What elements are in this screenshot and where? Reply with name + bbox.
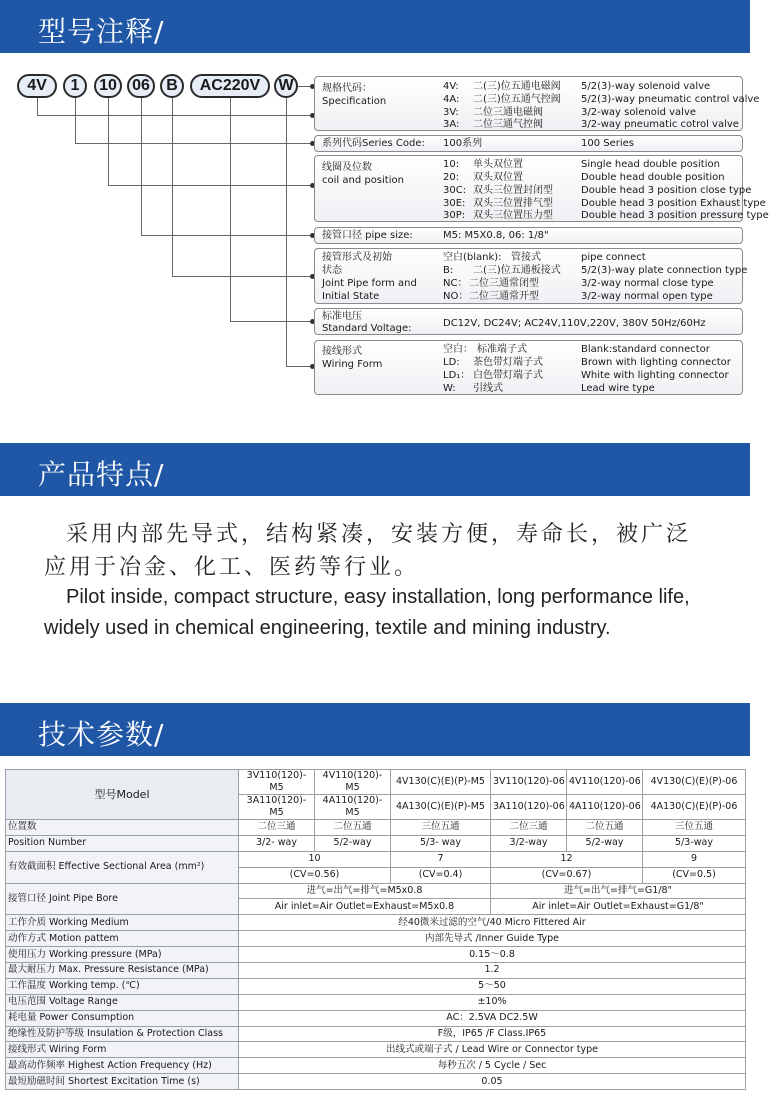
coil-cn: 单头双位置: [473, 159, 523, 170]
connector-line: [75, 98, 76, 143]
spec-en: 3/2-way pneumatic cotrol valve: [581, 119, 739, 130]
spec-en: 3/2-way solenoid valve: [581, 107, 697, 118]
connector-line: [108, 98, 109, 185]
bore-cell: Air inlet=Air Outlet=Exhaust=M5x0.8: [239, 899, 491, 915]
series-code-box: [314, 135, 743, 152]
code-part-joint: B: [160, 74, 184, 98]
connector-line: [172, 98, 173, 276]
row-label: 动作方式 Motion pattem: [6, 931, 239, 947]
joint-code: NC：: [443, 278, 468, 289]
position-cell: 二位三通: [239, 820, 315, 836]
row-label: 最高动作频率 Highest Action Frequency (Hz): [6, 1058, 239, 1074]
connector-line: [230, 98, 231, 321]
joint-label: 接管形式及初始: [322, 252, 392, 263]
code-part-pipe: 06: [127, 74, 155, 98]
joint-cn: 二位三通常闭型: [469, 278, 539, 289]
area-cell: (CV=0.5): [643, 867, 746, 883]
wiring-en: Blank:standard connector: [581, 344, 710, 355]
spec-en: 5/2(3)-way pneumatic control valve: [581, 94, 760, 105]
row-value: AC：2.5VA DC2.5W: [239, 1010, 746, 1026]
area-cell: (CV=0.4): [391, 867, 491, 883]
voltage-label-cn: 标准电压: [322, 311, 362, 322]
section-banner-model: [0, 0, 750, 53]
wiring-form-box: [314, 340, 743, 395]
position-cell: 二位五通: [315, 820, 391, 836]
table-row: [6, 931, 746, 947]
features-text-en: Pilot inside, compact structure, easy installation, long performance life, widely used in chemical engineering, textile and mining industry.: [44, 586, 690, 639]
joint-en: pipe connect: [581, 252, 646, 263]
row-value: 1.2: [239, 963, 746, 979]
joint-cn: 管接式: [511, 252, 541, 263]
code-part-coil: 10: [94, 74, 122, 98]
joint-en: 3/2-way normal close type: [581, 278, 714, 289]
position-cell: 5/3- way: [391, 835, 491, 851]
table-row: [6, 835, 746, 851]
coil-en: Double head 3 position pressure type: [581, 210, 769, 221]
table-row: [6, 915, 746, 931]
pipe-label: 接管口径 pipe size:: [322, 230, 413, 241]
row-label: 绝缘性及防护等级 Insulation & Protection Class: [6, 1026, 239, 1042]
row-value: F级，IP65 /F Class.IP65: [239, 1026, 746, 1042]
section-title: 产品特点/: [38, 458, 165, 491]
position-cell: 5/2-way: [567, 835, 643, 851]
row-label: 位置数: [6, 820, 239, 836]
area-cell: 10: [239, 851, 391, 867]
wiring-code: LD:: [443, 357, 460, 368]
joint-cn: 二位三通常开型: [469, 291, 539, 302]
connector-line: [141, 98, 142, 235]
row-value: ±10%: [239, 994, 746, 1010]
position-cell: 3/2-way: [491, 835, 567, 851]
wiring-label-en: Wiring Form: [322, 359, 383, 370]
table-row: [6, 963, 746, 979]
pipe-size-box: [314, 227, 743, 244]
section-banner-specs: [0, 703, 750, 756]
coil-en: Double head 3 position close type: [581, 185, 752, 196]
coil-cn: 双头双位置: [473, 172, 523, 183]
features-text-cn: 采用内部先导式，结构紧凑，安装方便，寿命长，被广泛应用于冶金、化工、医药等行业。: [44, 522, 692, 580]
section-banner-features: [0, 443, 750, 496]
table-row: [6, 1010, 746, 1026]
joint-code: 空白(blank):: [443, 252, 502, 263]
spec-cn: 二位三通气控阀: [473, 119, 543, 130]
model-cell: 4V130(C)(E)(P)-06: [643, 770, 746, 795]
model-cell: 4A110(120)-M5: [315, 795, 391, 820]
spec-en: 5/2(3)-way solenoid valve: [581, 81, 711, 92]
spec-label-en: Specification: [322, 96, 387, 107]
coil-position-box: [314, 155, 769, 222]
joint-form-box: [314, 248, 748, 304]
model-cell: 4V110(120)-M5: [315, 770, 391, 795]
code-part-series: 1: [63, 74, 87, 98]
position-cell: 三位五通: [391, 820, 491, 836]
position-cell: 二位五通: [567, 820, 643, 836]
table-row: [6, 770, 746, 795]
wiring-code: LD₁：: [443, 370, 471, 381]
joint-cn: 二(三)位五通板接式: [473, 265, 561, 276]
row-label: 工作温度 Working temp. (℃): [6, 978, 239, 994]
row-label: Position Number: [6, 835, 239, 851]
bore-cell: 进气=出气=排气=M5x0.8: [239, 883, 491, 899]
model-header: 型号Model: [6, 770, 239, 820]
row-value: 0.05: [239, 1074, 746, 1090]
coil-code: 30E:: [443, 198, 466, 209]
joint-label: Joint Pipe form and: [322, 278, 417, 289]
voltage-box: [314, 308, 743, 335]
section-title: 型号注释/: [38, 15, 165, 48]
coil-label-en: coil and position: [322, 175, 404, 186]
connector-line: [230, 321, 314, 322]
connector-line: [37, 115, 314, 116]
joint-en: 3/2-way normal open type: [581, 291, 713, 302]
row-value: 每秒五次 / 5 Cycle / Sec: [239, 1058, 746, 1074]
coil-code: 30P:: [443, 210, 466, 221]
wiring-cn: 茶色带灯端子式: [473, 357, 543, 368]
coil-en: Double head double position: [581, 172, 725, 183]
wiring-cn: 标准端子式: [477, 344, 527, 355]
table-row: [6, 994, 746, 1010]
coil-cn: 双头三位置压力型: [473, 210, 553, 221]
spec-code: 4V:: [443, 81, 459, 92]
code-part-series-type: 4V: [17, 74, 57, 98]
connector-line: [37, 98, 38, 115]
row-label: 最大耐压力 Max. Pressure Resistance (MPa): [6, 963, 239, 979]
spec-cn: 二(三)位五通电磁阀: [473, 81, 561, 92]
joint-label: Initial State: [322, 291, 380, 302]
area-cell: 9: [643, 851, 746, 867]
joint-code: NO：: [443, 291, 469, 302]
series-en: 100 Series: [581, 138, 635, 149]
bore-cell: Air inlet=Air Outlet=Exhaust=G1/8": [491, 899, 746, 915]
spec-code: 4A:: [443, 94, 460, 105]
table-row: [6, 1026, 746, 1042]
coil-en: Double head 3 position Exhaust type: [581, 198, 766, 209]
joint-code: B:: [443, 265, 454, 276]
coil-en: Single head double position: [581, 159, 720, 170]
table-row: [6, 883, 746, 899]
row-value: 内部先导式 /Inner Guide Type: [239, 931, 746, 947]
wiring-code: 空白：: [443, 344, 473, 355]
coil-code: 10:: [443, 159, 460, 170]
row-label: 接线形式 Wiring Form: [6, 1042, 239, 1058]
position-cell: 5/3-way: [643, 835, 746, 851]
position-cell: 5/2-way: [315, 835, 391, 851]
wiring-cn: 引线式: [473, 383, 503, 394]
row-label: 最短励磁时间 Shortest Excitation Time (s): [6, 1074, 239, 1090]
voltage-label-en: Standard Voltage:: [322, 323, 412, 334]
coil-code: 20:: [443, 172, 460, 183]
model-cell: 3A110(120)-06: [491, 795, 567, 820]
connector-line: [108, 185, 314, 186]
wiring-en: Brown with lighting connector: [581, 357, 731, 368]
model-cell: 4A130(C)(E)(P)-M5: [391, 795, 491, 820]
row-label: 接管口径 Joint Pipe Bore: [6, 883, 239, 915]
wiring-en: Lead wire type: [581, 383, 655, 394]
voltage-value: DC12V, DC24V; AC24V,110V,220V, 380V 50Hz/60Hz: [443, 318, 706, 329]
connector-line: [172, 276, 314, 277]
coil-label-cn: 线圈及位数: [322, 162, 372, 173]
area-cell: 7: [391, 851, 491, 867]
joint-label: 状态: [322, 265, 342, 276]
row-label: 工作介质 Working Medium: [6, 915, 239, 931]
table-row: [6, 947, 746, 963]
row-label: 电压范围 Voltage Range: [6, 994, 239, 1010]
position-cell: 二位三通: [491, 820, 567, 836]
series-cn: 100系列: [443, 138, 483, 149]
model-cell: 4V110(120)-06: [567, 770, 643, 795]
spec-code-box: [314, 76, 760, 131]
area-cell: (CV=0.67): [491, 867, 643, 883]
coil-code: 30C:: [443, 185, 467, 196]
row-label: 耗电量 Power Consumption: [6, 1010, 239, 1026]
table-row: [6, 1074, 746, 1090]
model-cell: 3V110(120)-M5: [239, 770, 315, 795]
row-value: 0.15～0.8: [239, 947, 746, 963]
spec-label-cn: 规格代码：: [322, 83, 372, 94]
connector-line: [141, 235, 314, 236]
spec-cn: 二(三)位五通气控阀: [473, 94, 561, 105]
spec-code: 3A:: [443, 119, 460, 130]
pipe-value: M5: M5X0.8, 06: 1/8": [443, 230, 549, 241]
table-row: [6, 978, 746, 994]
model-cell: 4A130(C)(E)(P)-06: [643, 795, 746, 820]
table-row: [6, 1058, 746, 1074]
joint-en: 5/2(3)-way plate connection type: [581, 265, 748, 276]
area-cell: (CV=0.56): [239, 867, 391, 883]
row-label: 有效截面积 Effective Sectional Area (mm²): [6, 851, 239, 883]
wiring-en: White with lighting connector: [581, 370, 729, 381]
bore-cell: 进气=出气=排气=G1/8": [491, 883, 746, 899]
coil-cn: 双头三位置封闭型: [473, 185, 553, 196]
table-row: [6, 820, 746, 836]
model-cell: 4V130(C)(E)(P)-M5: [391, 770, 491, 795]
wiring-code: W:: [443, 383, 456, 394]
row-value: 5～50: [239, 978, 746, 994]
spec-code: 3V:: [443, 107, 459, 118]
position-cell: 三位五通: [643, 820, 746, 836]
model-cell: 4A110(120)-06: [567, 795, 643, 820]
code-part-wiring: W: [274, 74, 298, 98]
row-value: 出线式或端子式 / Lead Wire or Connector type: [239, 1042, 746, 1058]
position-cell: 3/2- way: [239, 835, 315, 851]
spec-table: [5, 769, 746, 1090]
wiring-label-cn: 接线形式: [322, 346, 362, 357]
connector-line: [286, 98, 287, 366]
spec-cn: 二位三通电磁阀: [473, 107, 543, 118]
row-value: 经40微米过滤的空气/40 Micro Fittered Air: [239, 915, 746, 931]
coil-cn: 双头三位置排气型: [473, 198, 553, 209]
row-label: 使用压力 Working pressure (MPa): [6, 947, 239, 963]
area-cell: 12: [491, 851, 643, 867]
connector-line: [75, 143, 314, 144]
table-row: [6, 851, 746, 867]
code-part-voltage: AC220V: [190, 74, 270, 98]
table-row: [6, 1042, 746, 1058]
series-label: 系列代码Series Code:: [322, 138, 425, 149]
model-cell: 3V110(120)-06: [491, 770, 567, 795]
section-title: 技术参数/: [38, 718, 165, 751]
model-cell: 3A110(120)-M5: [239, 795, 315, 820]
wiring-cn: 白色带灯端子式: [473, 370, 543, 381]
